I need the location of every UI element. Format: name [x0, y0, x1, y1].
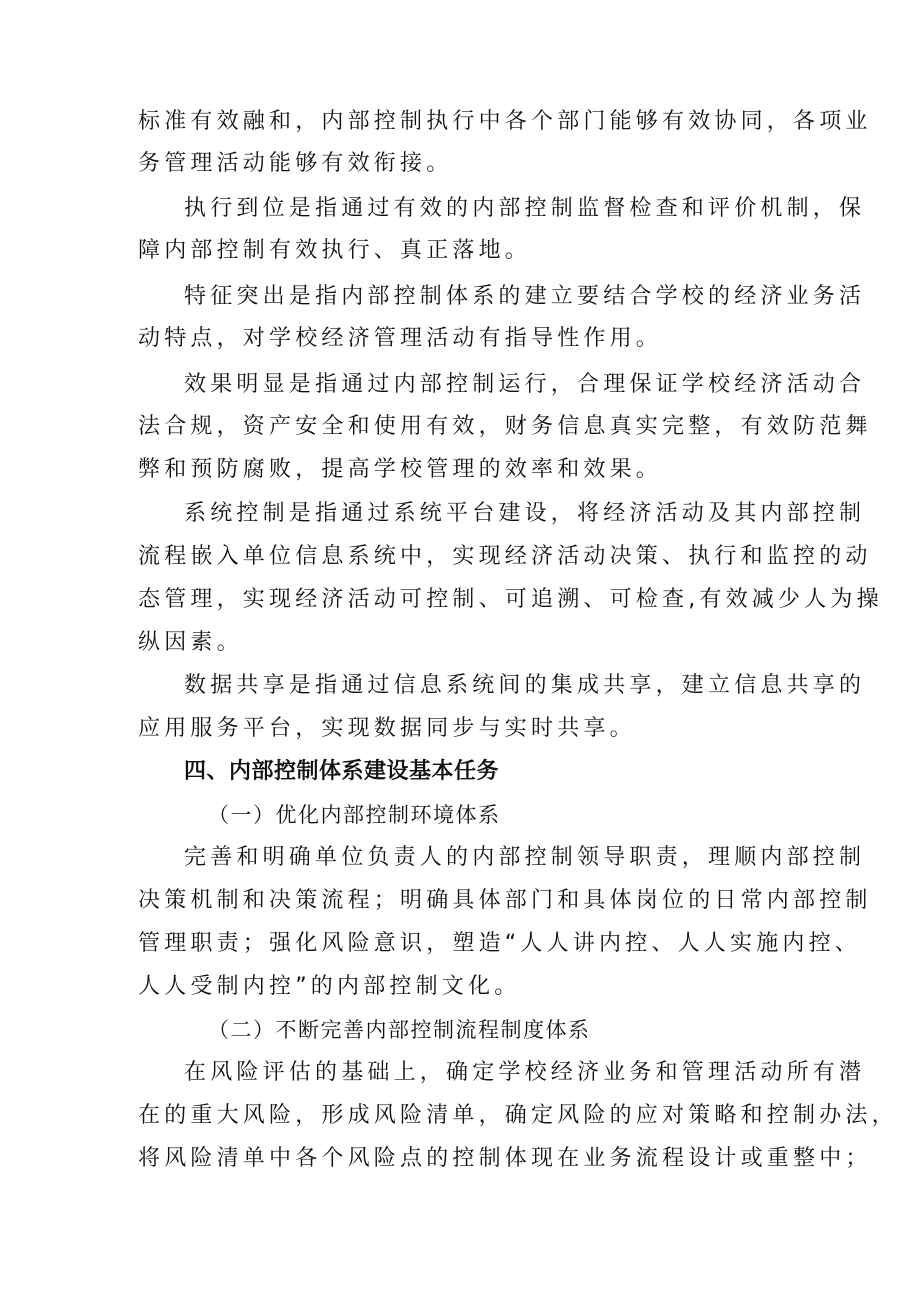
subsection-heading: （一）优化内部控制环境体系: [208, 803, 501, 827]
body-line: 弊和预防腐败，提高学校管理的效率和效果。: [138, 457, 663, 482]
body-line: 流程嵌入单位信息系统中，实现经济活动决策、执行和监控的动: [138, 544, 872, 569]
body-line: 纵因素。: [138, 630, 243, 655]
subsection-heading: （二）不断完善内部控制流程制度体系: [208, 1018, 591, 1042]
body-line: 障内部控制有效执行、真正落地。: [138, 238, 532, 263]
body-line: 法合规，资产安全和使用有效，财务信息真实完整，有效防范舞: [138, 414, 872, 439]
paragraph-first-line: 数据共享是指通过信息系统间的集成共享，建立信息共享的: [184, 673, 866, 698]
body-line: 决策机制和决策流程；明确具体部门和具体岗位的日常内部控制: [138, 888, 872, 913]
paragraph-first-line: 系统控制是指通过系统平台建设，将经济活动及其内部控制: [184, 501, 866, 526]
paragraph-first-line: 执行到位是指通过有效的内部控制监督检查和评价机制，保: [184, 196, 866, 221]
body-line: 务管理活动能够有效衔接。: [138, 151, 453, 176]
body-line: 人人受制内控”的内部控制文化。: [138, 974, 521, 999]
paragraph-first-line: 在风险评估的基础上，确定学校经济业务和管理活动所有潜: [184, 1060, 866, 1085]
body-line: 应用服务平台，实现数据同步与实时共享。: [138, 716, 636, 741]
body-line: 在的重大风险，形成风险清单，确定风险的应对策略和控制办法，: [138, 1103, 898, 1128]
paragraph-first-line: 特征突出是指内部控制体系的建立要结合学校的经济业务活: [184, 284, 866, 309]
body-line: 态管理，实现经济活动可控制、可追溯、可检查,有效减少人为操: [138, 587, 883, 612]
body-line: 将风险清单中各个风险点的控制体现在业务流程设计或重整中；: [138, 1146, 872, 1171]
body-line: 标准有效融和，内部控制执行中各个部门能够有效协同，各项业: [138, 109, 872, 134]
paragraph-first-line: 完善和明确单位负责人的内部控制领导职责，理顺内部控制: [184, 845, 866, 870]
section-heading: 四、内部控制体系建设基本任务: [184, 759, 500, 784]
body-line: 动特点，对学校经济管理活动有指导性作用。: [138, 326, 663, 351]
body-line: 管理职责；强化风险意识，塑造“人人讲内控、人人实施内控、: [138, 931, 861, 956]
paragraph-first-line: 效果明显是指通过内部控制运行，合理保证学校经济活动合: [184, 372, 866, 397]
